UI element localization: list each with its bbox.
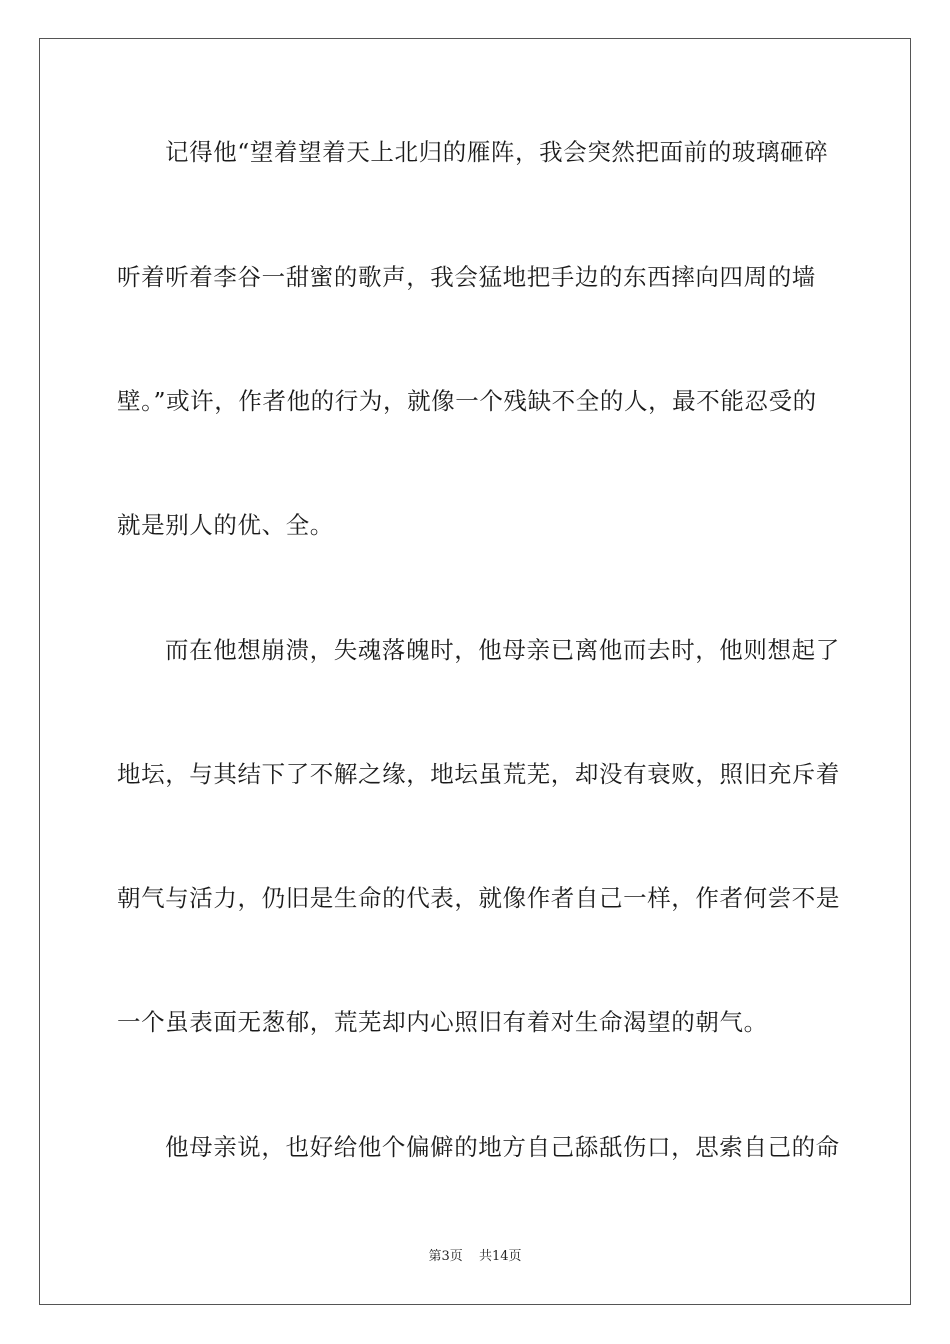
page-number: 第3页 xyxy=(428,1249,463,1264)
paragraph-2-line-1: 而在他想崩溃，失魂落魄时，他母亲已离他而去时，他则想起了 xyxy=(165,636,840,664)
page-footer xyxy=(0,1248,950,1266)
paragraph-2-line-2: 地坛，与其结下了不解之缘，地坛虽荒芜，却没有衰败，照旧充斥着 xyxy=(117,760,840,788)
paragraph-1-line-2: 听着听着李谷一甜蜜的歌声，我会猛地把手边的东西摔向四周的墙 xyxy=(117,263,816,291)
paragraph-3-line-1: 他母亲说，也好给他个偏僻的地方自己舔舐伤口，思索自己的命 xyxy=(165,1133,840,1161)
paragraph-2-line-4: 一个虽表面无葱郁，荒芜却内心照旧有着对生命渴望的朝气。 xyxy=(117,1008,768,1036)
paragraph-2-line-3: 朝气与活力，仍旧是生命的代表，就像作者自己一样，作者何尝不是 xyxy=(117,884,840,912)
paragraph-1-line-3: 壁。”或许，作者他的行为，就像一个残缺不全的人，最不能忍受的 xyxy=(117,387,817,415)
page-border xyxy=(39,38,911,1305)
paragraph-1-line-1: 记得他“望着望着天上北归的雁阵，我会突然把面前的玻璃砸碎 xyxy=(165,138,829,166)
paragraph-1-line-4: 就是别人的优、全。 xyxy=(117,511,334,539)
page-total: 共14页 xyxy=(478,1249,522,1264)
